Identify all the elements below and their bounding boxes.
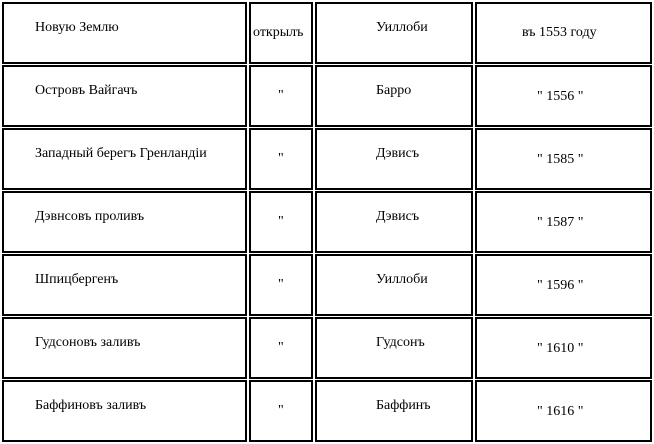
year-text: " 1596 " (537, 278, 584, 293)
table-cell-person (315, 191, 473, 253)
table-cell-year (475, 2, 652, 64)
table-cell-year (475, 65, 652, 127)
ditto-mark: " (278, 403, 284, 418)
year-text: " 1587 " (537, 215, 584, 230)
person-text: Уиллоби (376, 20, 428, 35)
table-cell-year (475, 380, 652, 442)
table-cell-person (315, 2, 473, 64)
table-cell-year (475, 317, 652, 379)
table-cell-verb (249, 2, 313, 64)
person-text: Дэвисъ (376, 209, 420, 224)
table-cell-verb (249, 317, 313, 379)
table-cell-year (475, 128, 652, 190)
table-cell-person (315, 128, 473, 190)
place-text: Гудсоновъ заливъ (35, 335, 141, 350)
table-cell-place (2, 191, 247, 253)
table-cell-person (315, 254, 473, 316)
ditto-mark: " (278, 340, 284, 355)
verb-text: открылъ (253, 25, 304, 40)
table-cell-year (475, 191, 652, 253)
place-text: Островъ Вайгачъ (35, 83, 138, 98)
table-cell-place (2, 380, 247, 442)
table-cell-place (2, 2, 247, 64)
year-text: " 1585 " (537, 152, 584, 167)
ditto-mark: " (278, 151, 284, 166)
table-cell-place (2, 128, 247, 190)
place-text: Новую Землю (35, 20, 119, 35)
year-text: " 1556 " (537, 89, 584, 104)
table-cell-verb (249, 191, 313, 253)
table-cell-verb (249, 128, 313, 190)
place-text: Западный берегъ Гренландіи (35, 146, 207, 161)
person-text: Дэвисъ (376, 146, 420, 161)
table-cell-person (315, 317, 473, 379)
table-cell-person (315, 380, 473, 442)
place-text: Баффиновъ заливъ (35, 398, 147, 413)
place-text: Дэвнсовъ проливъ (35, 209, 145, 224)
ditto-mark: " (278, 214, 284, 229)
table-cell-place (2, 65, 247, 127)
table-cell-year (475, 254, 652, 316)
ditto-mark: " (278, 88, 284, 103)
person-text: Барро (376, 83, 412, 98)
ditto-mark: " (278, 277, 284, 292)
year-text: въ 1553 году (522, 25, 597, 40)
person-text: Уиллоби (376, 272, 428, 287)
table-cell-verb (249, 380, 313, 442)
place-text: Шпицбергенъ (35, 272, 119, 287)
table-cell-verb (249, 65, 313, 127)
year-text: " 1610 " (537, 341, 584, 356)
person-text: Гудсонъ (376, 335, 425, 350)
year-text: " 1616 " (537, 404, 584, 419)
person-text: Баффинъ (376, 398, 431, 413)
table-cell-person (315, 65, 473, 127)
table-cell-verb (249, 254, 313, 316)
table-cell-place (2, 254, 247, 316)
table-cell-place (2, 317, 247, 379)
